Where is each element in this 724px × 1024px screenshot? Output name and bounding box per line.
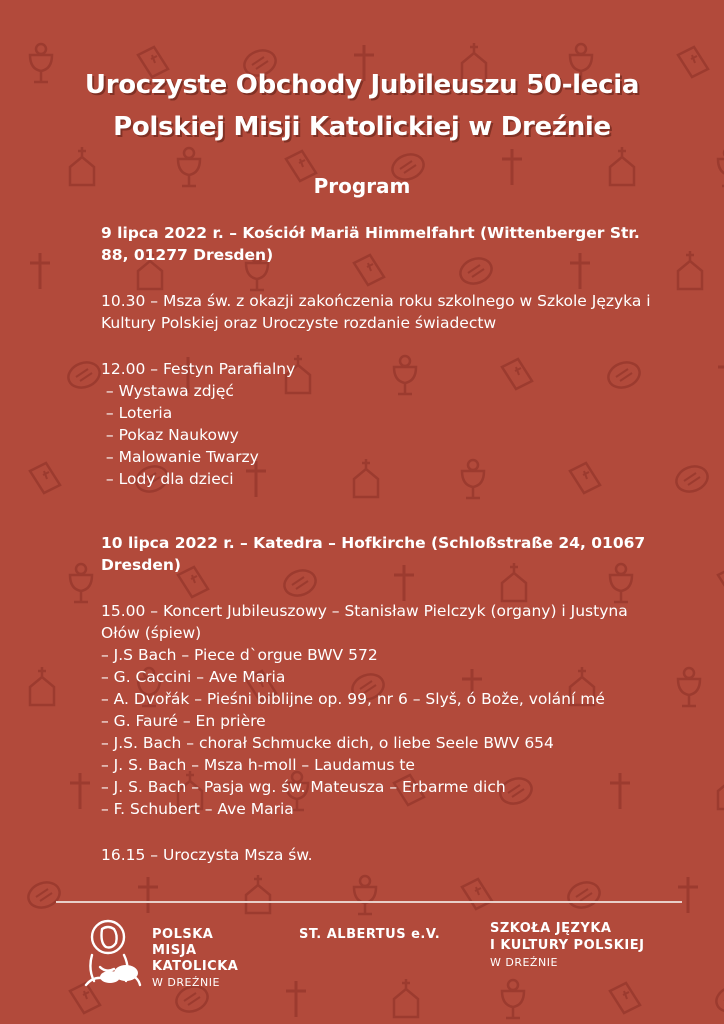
footer — [0, 915, 724, 1015]
cross-icon — [30, 253, 50, 289]
saint-albert-icon — [80, 915, 150, 1000]
day1-event-mass: 10.30 – Msza św. z okazji zakończenia roku szkolnego w Szkole Języka i Kultury Polskiej oraz Uroczyste rozdanie świadectw — [101, 292, 651, 332]
szkola-line-1: SZKOŁA JĘZYKA — [490, 921, 612, 936]
pmk-line-4: W DREŹNIE — [152, 976, 220, 989]
church-icon — [30, 667, 54, 705]
chalice-icon — [70, 564, 92, 602]
szkola-line-3: W DREŹNIE — [490, 956, 558, 969]
title-line-2: Polskiej Misji Katolickiej w Dreźnie — [113, 112, 611, 142]
bread-icon — [673, 462, 711, 495]
cross-icon — [678, 877, 698, 913]
day1-festival — [101, 358, 671, 490]
day2-mass: 16.15 – Uroczysta Msza św. — [101, 846, 313, 864]
bible-icon — [30, 463, 60, 493]
pmk-line-2: MISJA — [152, 943, 197, 958]
list-item: – A. Dvořák – Pieśni biblijne op. 99, nr 6 – Slyš, ó Bože, volání mé — [101, 690, 605, 708]
program-content — [101, 222, 671, 890]
footer-divider — [56, 901, 682, 903]
pmk-logo — [80, 915, 250, 1005]
list-item: – J.S. Bach – chorał Schmucke dich, o liebe Seele BWV 654 — [101, 734, 554, 752]
chalice-icon — [678, 668, 700, 706]
title-line-1: Uroczyste Obchody Jubileuszu 50-lecia — [84, 70, 640, 100]
list-item: – J. S. Bach – Pasja wg. św. Mateusza – Erbarme dich — [101, 778, 506, 796]
day1-heading: 9 lipca 2022 r. – Kościół Mariä Himmelfahrt (Wittenberger Str. 88, 01277 Dresden) — [101, 224, 640, 264]
bread-icon — [25, 878, 63, 911]
church-icon — [718, 771, 724, 809]
list-item: – J.S Bach – Piece d`orgue BWV 572 — [101, 646, 378, 664]
list-item: – F. Schubert – Ave Maria — [101, 800, 294, 818]
day2-heading: 10 lipca 2022 r. – Katedra – Hofkirche (Schloßstraße 24, 01067 Dresden) — [101, 534, 646, 574]
list-item: – Wystawa zdjęć — [101, 382, 234, 400]
list-item: – Pokaz Naukowy — [101, 426, 239, 444]
cross-icon — [718, 357, 724, 393]
bread-icon — [65, 358, 103, 391]
szkola-logo — [490, 920, 644, 971]
pmk-line-3: KATOLICKA — [152, 959, 239, 974]
pmk-logo-text — [152, 927, 238, 991]
szkola-line-2: I KULTURY POLSKIEJ — [490, 938, 645, 953]
list-item: – Loteria — [101, 404, 173, 422]
program-heading: Program — [313, 174, 411, 198]
church-icon — [678, 251, 702, 289]
list-item: – Malowanie Twarzy — [101, 448, 259, 466]
cross-icon — [70, 773, 90, 809]
list-item: – Lody dla dzieci — [101, 470, 234, 488]
pmk-line-1: POLSKA — [152, 927, 214, 942]
page-title — [0, 64, 724, 148]
list-item: – G. Caccini – Ave Maria — [101, 668, 286, 686]
bible-icon — [718, 567, 724, 597]
albertus-logo: ST. ALBERTUS e.V. — [299, 927, 441, 942]
list-item: – G. Fauré – En prière — [101, 712, 266, 730]
concert-title: 15.00 – Koncert Jubileuszowy – Stanisław Pielczyk (organy) i Justyna Ołów (śpiew) — [101, 602, 628, 642]
day2-concert — [101, 600, 671, 820]
festival-title: 12.00 – Festyn Parafialny — [101, 360, 296, 378]
list-item: – J. S. Bach – Msza h-moll – Laudamus te — [101, 756, 415, 774]
